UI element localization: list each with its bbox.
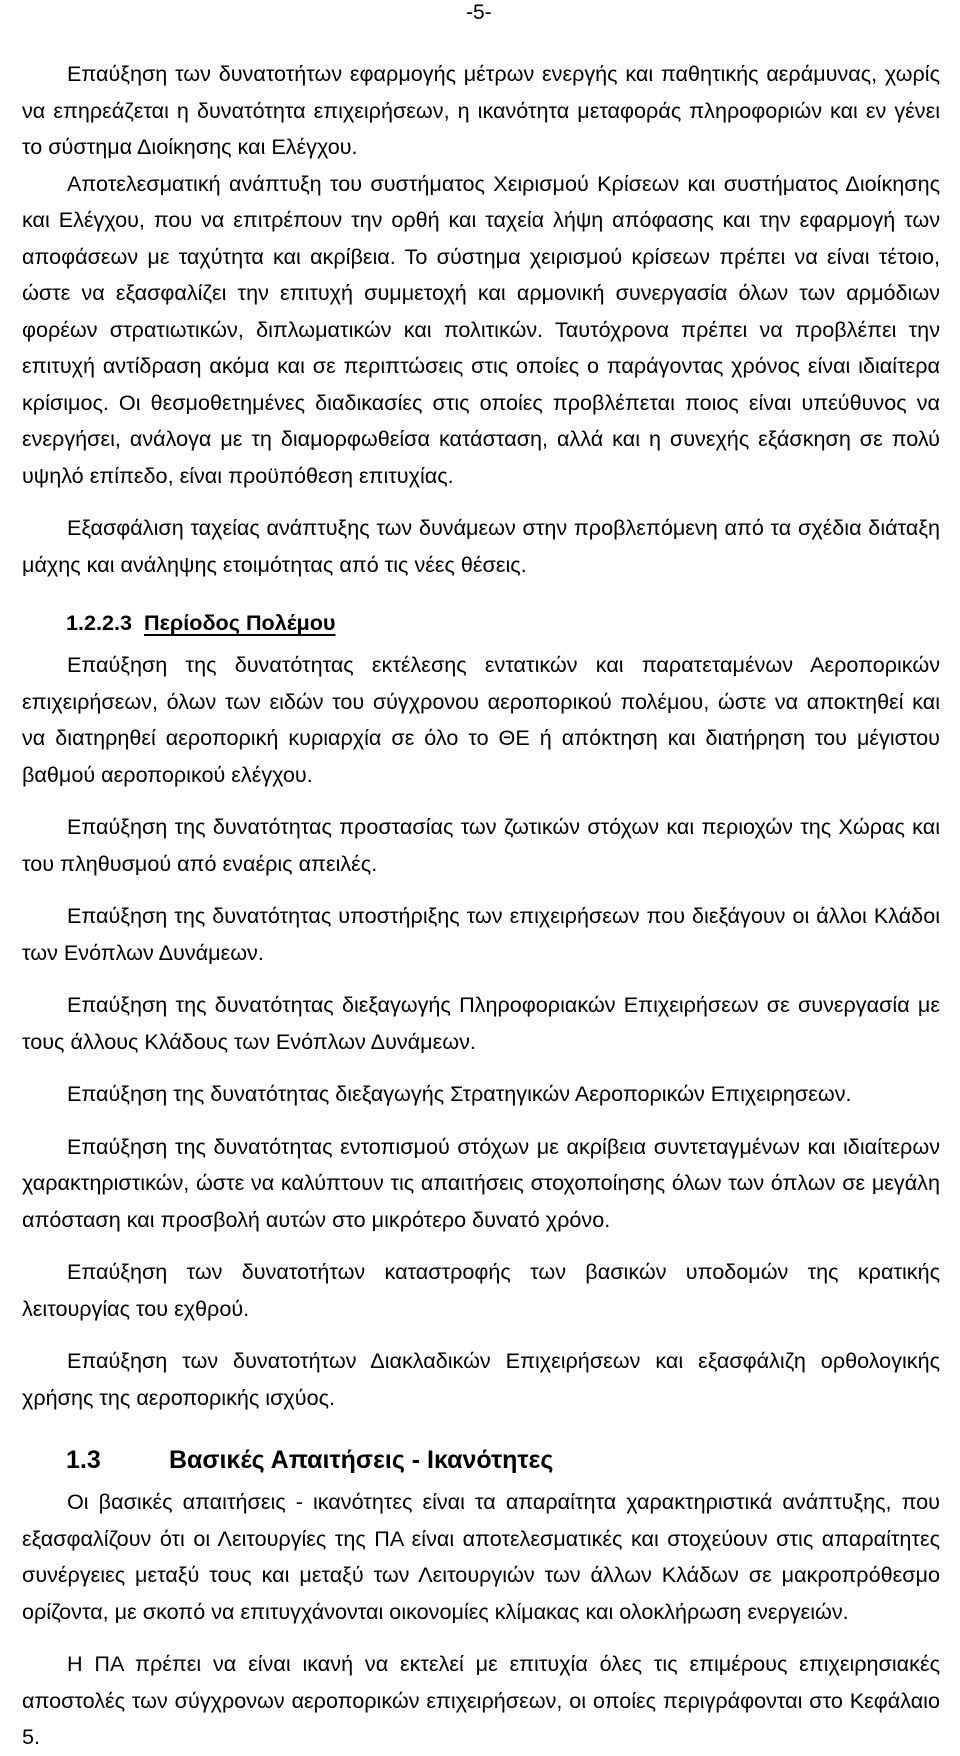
paragraph: Οι βασικές απαιτήσεις - ικανότητες είναι τα απαραίτητα χαρακτηριστικά ανάπτυξης, που εξασφαλίζουν ότι οι Λειτουργίες της ΠΑ είναι αποτελεσματικές και στοχεύουν στις απαραίτητες συνέργειες μεταξύ τους και μεταξύ των Λειτουργιών των άλλων Κλάδων σε μακροπρόθεσμο ορίζοντα, με σκοπό να επιτυγχάνονται οικονομίες κλίμακας και ολοκλήρωση ενεργειών. [22, 1489, 940, 1624]
section-number: 1.2.2.3 [66, 610, 133, 635]
page-number: -5- [466, 1, 492, 24]
paragraph: Αποτελεσματική ανάπτυξη του συστήματος Χειρισμού Κρίσεων και συστήματος Διοίκησης και Ελέγχου, που να επιτρέπουν την ορθή και ταχεία λήψη απόφασης και την εφαρμογή των αποφάσεων με ταχύτητα και ακρίβεια. Το σύστημα χειρισμού κρίσεων πρέπει να είναι τέτοιο, ώστε να εξασφαλίζει την επιτυχή συμμετοχή και αρμονική συνεργασία όλων των αρμόδιων φορέων στρατιωτικών, διπλωματικών και πολιτικών. Ταυτόχρονα πρέπει να προβλέπει την επιτυχή αντίδραση ακόμα και σε περιπτώσεις στις οποίες ο παράγοντας χρόνος είναι ιδιαίτερα κρίσιμος. Οι θεσμοθετημένες διαδικασίες στις οποίες προβλέπεται ποιος είναι υπεύθυνος να ενεργήσει, ανάλογα με τη διαμορφωθείσα κατάσταση, αλλά και η συνεχής εξάσκηση σε πολύ υψηλό επίπεδο, είναι προϋπόθεση επιτυχίας. [22, 170, 940, 488]
paragraph: Επαύξηση των δυνατοτήτων Διακλαδικών Επιχειρήσεων και εξασφάλιζη ορθολογικής χρήσης της αεροπορικής ισχύος. [22, 1348, 940, 1410]
paragraph: Επαύξηση της δυνατότητας εντοπισμού στόχων με ακρίβεια συντεταγμένων και ιδιαίτερων χαρακτηριστικών, ώστε να καλύπτουν τις απαιτήσεις στοχοποίησης όλων των όπλων σε μεγάλη απόσταση και προσβολή αυτών στο μικρότερο δυνατό χρόνο. [22, 1133, 940, 1232]
paragraph: Επαύξηση της δυνατότητας διεξαγωγής Πληροφοριακών Επιχειρήσεων σε συνεργασία με τους άλλους Κλάδους των Ενόπλων Δυνάμεων. [22, 992, 940, 1054]
section-title: Βασικές Απαιτήσεις - Ικανότητες [168, 1446, 554, 1474]
page-content [22, 56, 940, 1756]
section-heading-13 [22, 1440, 940, 1480]
paragraph: Επαύξηση των δυνατοτήτων εφαρμογής μέτρων ενεργής και παθητικής αεράμυνας, χωρίς να επηρεάζεται η δυνατότητα επιχειρήσεων, η ικανότητα μεταφοράς πληροφοριών και εν γένει το σύστημα Διοίκησης και Ελέγχου. [22, 61, 940, 159]
paragraph: Επαύξηση των δυνατοτήτων καταστροφής των βασικών υποδομών της κρατικής λειτουργίας του εχθρού. [22, 1259, 940, 1321]
section-heading-1223 [22, 605, 940, 641]
paragraph: Εξασφάλιση ταχείας ανάπτυξης των δυνάμεων στην προβλεπόμενη από τα σχέδια διάταξη μάχης και ανάληψης ετοιμότητας από τις νέες θέσεις. [22, 515, 940, 577]
section-number: 1.3 [66, 1446, 101, 1474]
section-title: Περίοδος Πολέμου [144, 610, 336, 635]
paragraph: Η ΠΑ πρέπει να είναι ικανή να εκτελεί με επιτυχία όλες τις επιμέρους επιχειρησιακές αποστολές των σύγχρονων αεροπορικών επιχειρήσεων, οι οποίες περιγράφονται στο Κεφάλαιο 5. [22, 1651, 940, 1749]
paragraph: Επαύξηση της δυνατότητας διεξαγωγής Στρατηγικών Αεροπορικών Επιχειρησεων. [67, 1081, 852, 1106]
paragraph: Επαύξηση της δυνατότητας προστασίας των ζωτικών στόχων και περιοχών της Χώρας και του πληθυσμού από εναέρις απειλές. [22, 814, 940, 876]
paragraph: Επαύξηση της δυνατότητας εκτέλεσης εντατικών και παρατεταμένων Αεροπορικών επιχειρήσεων, όλων των ειδών του σύγχρονου αεροπορικού πολέμου, ώστε να αποκτηθεί και να διατηρηθεί αεροπορική κυριαρχία σε όλο το ΘΕ ή απόκτηση και διατήρηση του μέγιστου βαθμού αεροπορικού ελέγχου. [22, 652, 940, 787]
paragraph: Επαύξηση της δυνατότητας υποστήριξης των επιχειρήσεων που διεξάγουν οι άλλοι Κλάδοι των Ενόπλων Δυνάμεων. [22, 903, 940, 965]
